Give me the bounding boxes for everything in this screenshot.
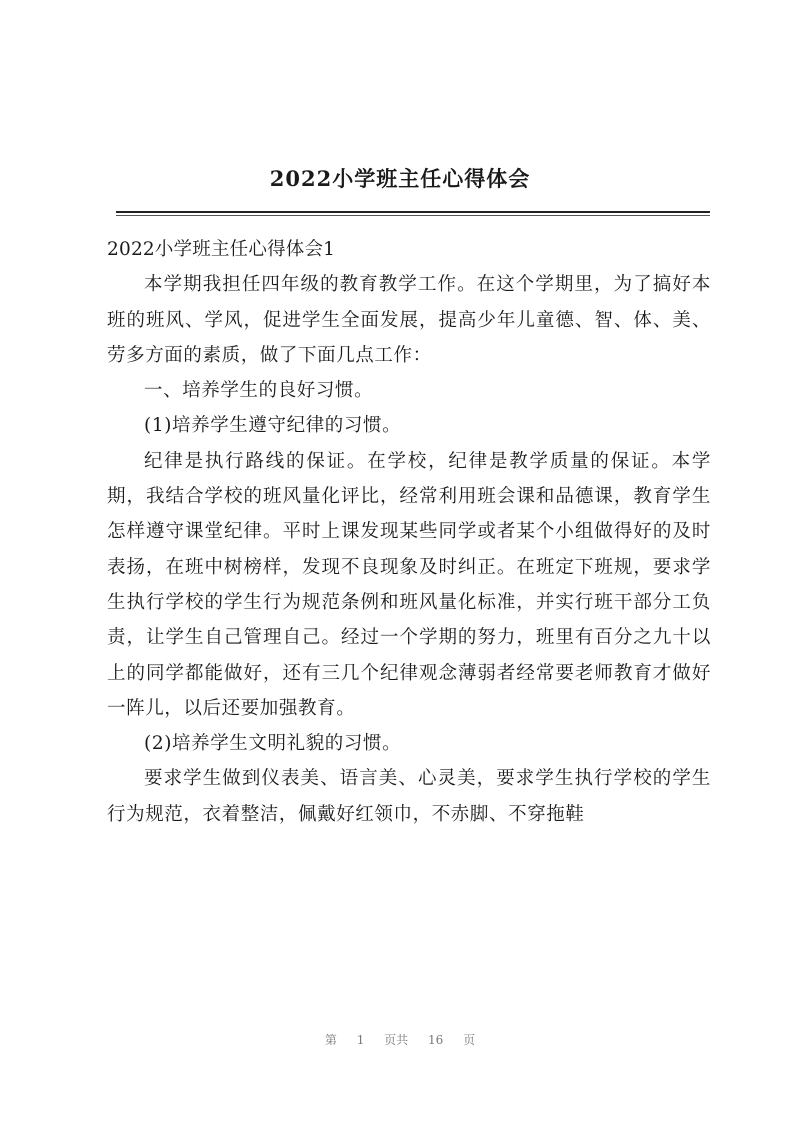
paragraph: 纪律是执行路线的保证。在学校，纪律是教学质量的保证。本学期，我结合学校的班风量化评比，经常利用班会课和品德课，教育学生怎样遵守课堂纪律。平时上课发现某些同学或者某个小组做得好的及时表扬，在班中树榜样，发现不良现象及时纠正。在班定下班规，要求学生执行学校的学生行为规范条例和班风量化标准，并实行班干部分工负责，让学生自己管理自己。经过一个学期的努力，班里有百分之九十以上的同学都能做好，还有三几个纪律观念薄弱者经常要老师教育才做好一阵儿，以后还要加强教育。 (107, 450, 711, 719)
paragraph: 一、培养学生的良好习惯。 (144, 380, 374, 402)
footer-prefix: 第 (324, 1033, 337, 1047)
footer-total-pages: 16 (428, 1033, 444, 1047)
document-body (107, 230, 711, 832)
title-rule-thin (116, 215, 710, 216)
paragraph: 本学期我担任四年级的教育教学工作。在这个学期里，为了搞好本班的班风、学风，促进学生全面发展，提高少年儿童德、智、体、美、劳多方面的素质，做了下面几点工作： (107, 274, 711, 366)
footer-suffix: 页 (463, 1033, 476, 1047)
paragraph: (1)培养学生遵守纪律的习惯。 (144, 415, 402, 437)
section-heading: 2022小学班主任心得体会1 (107, 239, 336, 260)
title-rule-thick (116, 211, 710, 213)
footer-middle: 页共 (384, 1033, 409, 1047)
paragraph: (2)培养学生文明礼貌的习惯。 (144, 733, 402, 755)
footer-page-number: 1 (356, 1033, 365, 1047)
page-footer (0, 1031, 800, 1048)
paragraph: 要求学生做到仪表美、语言美、心灵美，要求学生执行学校的学生行为规范，衣着整洁，佩戴好红领巾，不赤脚、不穿拖鞋 (107, 768, 711, 825)
page-title: 2022小学班主任心得体会 (269, 166, 531, 191)
